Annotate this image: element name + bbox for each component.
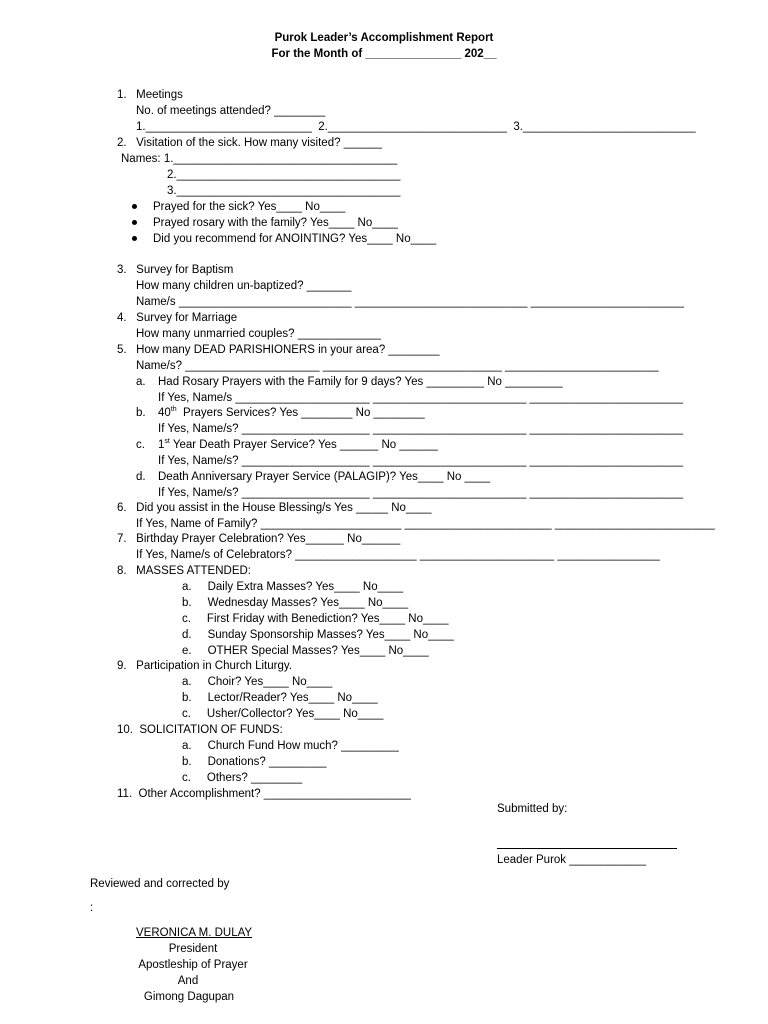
item-3-title: 3. Survey for Baptism <box>117 264 234 276</box>
item-8b: b. Wednesday Masses? Yes____ No____ <box>182 597 409 609</box>
item-5d-label: d. <box>136 471 146 483</box>
item-8a: a. Daily Extra Masses? Yes____ No____ <box>182 581 404 593</box>
reviewed-by: Reviewed and corrected by <box>90 878 230 890</box>
item-1-meeting-lines: 1.__________________________ 2.____________________________ 3.___________________________ <box>136 121 696 133</box>
item-5b-names: If Yes, Name/s? ____________________ ________________________ ________________________ <box>158 423 684 435</box>
item-11-title: 11. Other Accomplishment? _______________________ <box>117 788 411 800</box>
item-1-meetings-attended: No. of meetings attended? ________ <box>136 105 326 117</box>
item-8e: e. OTHER Special Masses? Yes____ No____ <box>182 645 429 657</box>
item-8d: d. Sunday Sponsorship Masses? Yes____ No____ <box>182 629 454 641</box>
bullet-icon <box>132 220 137 225</box>
reviewer-name: VERONICA M. DULAY <box>136 927 253 939</box>
leader-purok: Leader Purok ____________ <box>497 854 646 866</box>
item-5c-names: If Yes, Name/s? ____________________ ________________________ ________________________ <box>158 455 684 467</box>
reviewer-position: President <box>168 943 218 955</box>
report-title: Purok Leader’s Accomplishment Report <box>274 32 494 44</box>
item-10a: a. Church Fund How much? _________ <box>182 740 399 752</box>
item-5d-palagip: Death Anniversary Prayer Service (PALAGIP)? Yes____ No ____ <box>158 471 491 483</box>
reviewed-colon: : <box>90 902 94 914</box>
item-9c: c. Usher/Collector? Yes____ No____ <box>182 708 384 720</box>
reviewer-and: And <box>177 975 199 987</box>
item-5a-label: a. <box>136 376 146 388</box>
item-6-family: If Yes, Name of Family? ______________________ _______________________ _________________________ <box>136 518 715 530</box>
report-month-line: For the Month of _______________ 202__ <box>271 48 497 60</box>
item-7-celebrators: If Yes, Name/s of Celebrators? ___________________ _____________________ ________________ <box>136 549 660 561</box>
item-5a-rosary: Had Rosary Prayers with the Family for 9 days? Yes _________ No _________ <box>158 376 563 388</box>
item-2-prayed-sick: Prayed for the sick? Yes____ No____ <box>153 201 346 213</box>
item-2-names-2: 2.___________________________________ <box>167 169 401 181</box>
item-5-names: Name/s? _____________________ ____________________________ ________________________ <box>136 360 659 372</box>
item-5c-label: c. <box>136 439 145 451</box>
item-4-unmarried: How many unmarried couples? _____________ <box>136 328 381 340</box>
item-5d-names: If Yes, Name/s? ____________________ ________________________ ________________________ <box>158 487 684 499</box>
item-5c-first-year: 1st Year Death Prayer Service? Yes ______ No ______ <box>158 438 438 451</box>
reviewer-org-2: Gimong Dagupan <box>143 991 235 1003</box>
reviewer-org-1: Apostleship of Prayer <box>138 959 248 971</box>
signature-line <box>497 848 677 849</box>
item-7-title: 7. Birthday Prayer Celebration? Yes______ No______ <box>117 533 401 545</box>
item-9-title: 9. Participation in Church Liturgy. <box>117 660 292 672</box>
item-10-title: 10. SOLICITATION OF FUNDS: <box>117 724 283 736</box>
item-2-names-3: 3.___________________________________ <box>167 185 401 197</box>
bullet-icon <box>132 236 137 241</box>
item-10b: b. Donations? _________ <box>182 756 327 768</box>
item-10c: c. Others? ________ <box>182 772 303 784</box>
item-6-title: 6. Did you assist in the House Blessing/s Yes _____ No____ <box>117 502 432 514</box>
submitted-by: Submitted by: <box>497 803 568 815</box>
item-9b: b. Lector/Reader? Yes____ No____ <box>182 692 378 704</box>
item-8-title: 8. MASSES ATTENDED: <box>117 565 251 577</box>
item-3-names: Name/s ___________________________ ___________________________ ________________________ <box>136 296 685 308</box>
item-2-prayed-rosary: Prayed rosary with the family? Yes____ No____ <box>153 217 398 229</box>
item-5a-names: If Yes, Name/s _____________________ ________________________ ________________________ <box>158 392 684 404</box>
item-5b-prayers: 40th Prayers Services? Yes ________ No ________ <box>158 406 425 419</box>
item-4-title: 4. Survey for Marriage <box>117 312 238 324</box>
item-1-title: 1. Meetings <box>117 89 183 101</box>
item-2-title: 2. Visitation of the sick. How many visited? ______ <box>117 137 383 149</box>
item-5b-label: b. <box>136 407 146 419</box>
item-9a: a. Choir? Yes____ No____ <box>182 676 333 688</box>
item-2-names-1: Names: 1.___________________________________ <box>121 153 398 165</box>
item-8c: c. First Friday with Benediction? Yes____ No____ <box>182 613 449 625</box>
item-2-anointing: Did you recommend for ANOINTING? Yes____ No____ <box>153 233 437 245</box>
item-3-unbaptized: How many children un-baptized? _______ <box>136 280 352 292</box>
bullet-icon <box>132 204 137 209</box>
item-5-title: 5. How many DEAD PARISHIONERS in your area? ________ <box>117 344 440 356</box>
